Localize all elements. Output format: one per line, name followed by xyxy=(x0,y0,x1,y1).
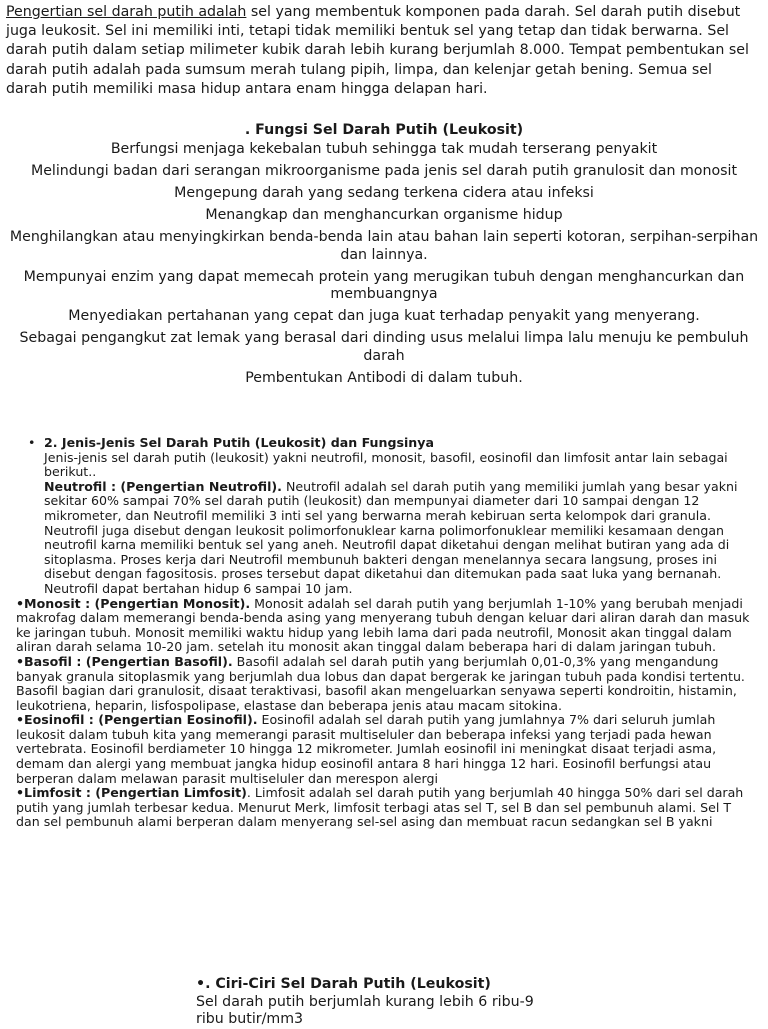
ciri-section xyxy=(196,976,556,1029)
fungsi-title: . Fungsi Sel Darah Putih (Leukosit) xyxy=(244,122,524,138)
eosinofil-paragraph xyxy=(14,713,754,786)
neutrofil-paragraph xyxy=(14,480,754,597)
fungsi-section xyxy=(2,122,766,392)
intro-text: sel yang membentuk komponen pada darah. Sel darah putih disebut juga leukosit. Sel ini memiliki inti, tetapi tidak memiliki bentuk sel yang tetap dan tidak berwarna. Sel darah putih dalam setiap milimeter kubik darah lebih kurang berjumlah 8.000. Tempat pembentukan sel darah putih adalah pada sumsum merah tulang pipih, limpa, dan kelenjar getah bening. Semua sel darah putih memiliki masa hidup antara enam hingga delapan hari. xyxy=(6,4,749,97)
fungsi-item: Menangkap dan menghancurkan organisme hidup xyxy=(205,206,563,223)
monosit-label: •Monosit : (Pengertian Monosit). xyxy=(16,595,251,611)
fungsi-item: Melindungi badan dari serangan mikroorganisme pada jenis sel darah putih granulosit dan monosit xyxy=(30,162,738,179)
fungsi-item: Mempunyai enzim yang dapat memecah protein yang merugikan tubuh dengan menghancurkan dan membuangnya xyxy=(23,268,745,303)
fungsi-item: Sebagai pengangkut zat lemak yang berasal dari dinding usus melalui limpa lalu menuju ke pembuluh darah xyxy=(19,330,749,365)
fungsi-item: Menyediakan pertahanan yang cepat dan juga kuat terhadap penyakit yang menyerang. xyxy=(68,308,700,325)
jenis-section xyxy=(14,436,754,830)
neutrofil-text: Neutrofil adalah sel darah putih yang memiliki jumlah yang besar yakni sekitar 60% sampai 70% sel darah putih (leukosit) dan mempunyai diameter dari 10 sampai dengan 12 mikrometer, dan Neutrofil memiliki 3 inti sel yang berwarna merah kebiruan serta kelompok dari granula. Neutrofil juga disebut dengan leukosit polimorfonuklear karna polimorfonuklear memiliki kesamaan dengan neutrofil karna memiliki bentuk sel yang aneh. Neutrofil dapat diketahui dengan melihat butiran yang ada di sitoplasma. Proses kerja dari Neutrofil membunuh bakteri dengan menelannya secara langsung, proses ini disebut dengan fagositosis. proses tersebut dapat diketahui dan ditemukan pada saat luka yang bernanah. Neutrofil dapat bertahan hidup 6 sampai 10 jam. xyxy=(44,478,738,596)
jenis-heading xyxy=(14,436,754,451)
basofil-paragraph xyxy=(14,655,754,713)
fungsi-item: Menghilangkan atau menyingkirkan benda-benda lain atau bahan lain seperti kotoran, serpihan-serpihan dan lainnya. xyxy=(9,228,759,263)
monosit-text: Monosit adalah sel darah putih yang berjumlah 1-10% yang berubah menjadi makrofag dalam memerangi benda-benda asing yang menyerang tubuh dengan keluar dari aliran darah dan masuk ke jaringan tubuh. Monosit memiliki waktu hidup yang lebih lama dari pada neutrofil, Monosit akan tinggal dalam aliran darah selama 10-20 jam. setelah itu monosit akan tinggal dalam beberapa hari di dalam jaringan tubuh. xyxy=(16,595,750,655)
fungsi-item: Mengepung darah yang sedang terkena cidera atau infeksi xyxy=(174,184,594,201)
fungsi-item: Berfungsi menjaga kekebalan tubuh sehingga tak mudah terserang penyakit xyxy=(110,140,658,157)
limfosit-label: •Limfosit : (Pengertian Limfosit) xyxy=(16,785,247,801)
intro-paragraph xyxy=(6,3,751,99)
monosit-paragraph xyxy=(14,597,754,655)
basofil-label: •Basofil : (Pengertian Basofil). xyxy=(16,653,233,669)
jenis-intro: Jenis-jenis sel darah putih (leukosit) yakni neutrofil, monosit, basofil, eosinofil dan limfosit antar lain sebagai berikut.. xyxy=(44,449,728,480)
jenis-title: 2. Jenis-Jenis Sel Darah Putih (Leukosit) dan Fungsinya xyxy=(44,435,434,450)
eosinofil-text: Eosinofil adalah sel darah putih yang jumlahnya 7% dari seluruh jumlah leukosit dalam tubuh kita yang memerangi parasit multiseluler dan beberapa infeksi yang terjadi pada hewan vertebrata. Eosinofil berdiameter 10 hingga 12 mikrometer. Jumlah eosinofil ini meningkat disaat terjadi asma, demam dan alergi yang membuat jangka hidup eosinofil antara 8 hari hingga 12 hari. Eosinofil berfungsi atau berperan dalam melawan parasit multiseluler dan merespon alergi xyxy=(16,712,717,786)
bullet-marker: • xyxy=(28,435,36,450)
eosinofil-label: •Eosinofil : (Pengertian Eosinofil). xyxy=(16,712,258,728)
limfosit-paragraph xyxy=(14,786,754,830)
ciri-title: •. Ciri-Ciri Sel Darah Putih (Leukosit) xyxy=(196,976,491,992)
ciri-text: Sel darah putih berjumlah kurang lebih 6 ribu-9 ribu butir/mm3 xyxy=(196,993,534,1028)
intro-underlined-phrase: Pengertian sel darah putih adalah xyxy=(6,4,247,20)
basofil-text: Basofil adalah sel darah putih yang berjumlah 0,01-0,3% yang mengandung banyak granula sitoplasmik yang berjumlah dua lobus dan dapat bergerak ke jaringan tubuh pada kondisi tertentu. Basofil bagian dari granulosit, disaat teraktivasi, basofil akan mengeluarkan senyawa seperti kondroitin, histamin, leukotriena, heparin, lisfospolipase, elastase dan beberapa jenis atau macam sitokina. xyxy=(16,653,745,713)
limfosit-text: . Limfosit adalah sel darah putih yang berjumlah 40 hingga 50% dari sel darah putih yang jumlah terbesar kedua. Menurut Merk, limfosit terbagi atas sel T, sel B dan sel pembunuh alami. Sel T dan sel pembunuh alami berperan dalam menyerang sel-sel asing dan membuat racun sedangkan sel B yakni xyxy=(16,785,744,830)
neutrofil-label: Neutrofil : (Pengertian Neutrofil). xyxy=(44,478,282,494)
fungsi-item: Pembentukan Antibodi di dalam tubuh. xyxy=(245,370,523,387)
